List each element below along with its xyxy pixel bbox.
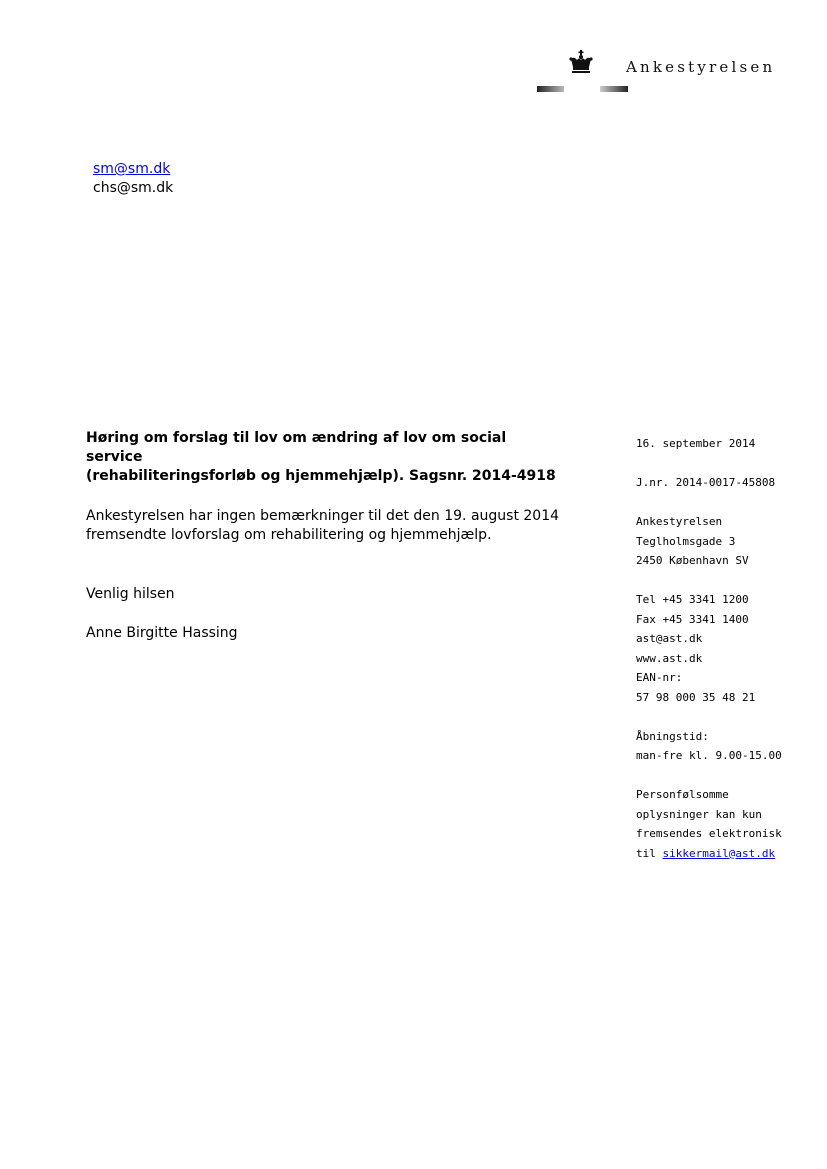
contact-email: ast@ast.dk: [636, 632, 703, 645]
privacy-prefix: til: [636, 846, 656, 860]
ean-number: 57 98 000 35 48 21: [636, 690, 756, 704]
recipient-email-second: chs@sm.dk: [93, 180, 174, 196]
privacy-line-1: Personfølsomme: [636, 788, 729, 801]
secure-mail-link[interactable]: sikkermail@ast.dk: [662, 846, 776, 860]
phone-number: Tel +45 3341 1200: [636, 593, 749, 606]
address-street: Teglholmsgade 3: [636, 534, 736, 548]
address-city: 2450 København SV: [636, 554, 749, 567]
ankestyrelsen-logo: [568, 50, 808, 80]
recipients-block: [93, 160, 173, 198]
sidebar-info: [636, 434, 816, 863]
privacy-line-3: fremsendes elektronisk: [636, 827, 782, 840]
body-line-2: fremsendte lovforslag om rehabilitering og hjemmehjælp.: [86, 527, 492, 543]
letter-closing: Venlig hilsen: [86, 586, 175, 602]
header-bar-right: [600, 86, 628, 92]
privacy-line-4: [636, 844, 816, 864]
header-bar-left: [537, 86, 564, 92]
recipient-email-link[interactable]: sm@sm.dk: [93, 161, 171, 177]
crown-icon: [568, 50, 594, 74]
letter-signature: Anne Birgitte Hassing: [86, 625, 238, 641]
opening-hours-label: Åbningstid:: [636, 729, 709, 743]
subject-line-2: (rehabiliteringsforløb og hjemmehjælp). Sagsnr. 2014-4918: [86, 468, 556, 484]
privacy-line-2: oplysninger kan kun: [636, 807, 762, 821]
letter-subject: [86, 429, 566, 486]
body-line-1: Ankestyrelsen har ingen bemærkninger til det den 19. august 2014: [86, 508, 560, 524]
address-name: Ankestyrelsen: [636, 515, 723, 528]
fax-number: Fax +45 3341 1400: [636, 612, 749, 626]
brand-name: Ankestyrelsen: [626, 58, 776, 76]
letter-date: 16. september 2014: [636, 437, 756, 450]
letter-body: [86, 507, 566, 545]
website: www.ast.dk: [636, 651, 703, 665]
subject-line-1: Høring om forslag til lov om ændring af lov om social service: [86, 430, 507, 465]
ean-label: EAN-nr:: [636, 671, 683, 684]
journal-number: J.nr. 2014-0017-45808: [636, 476, 776, 489]
opening-hours-value: man-fre kl. 9.00-15.00: [636, 749, 782, 762]
